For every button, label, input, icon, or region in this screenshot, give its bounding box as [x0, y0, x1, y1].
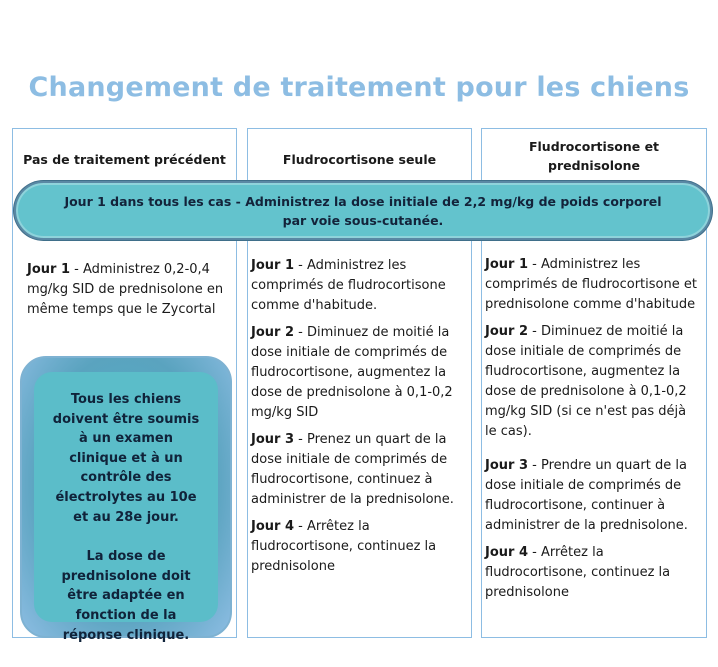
column-heading: Fludrocortisone seule — [282, 151, 437, 167]
step-item — [251, 256, 465, 316]
step-day: Jour 4 — [485, 545, 529, 560]
step-text: - Arrêtez la fludrocortisone, continuez la prednisolone — [485, 545, 671, 600]
step-item — [251, 323, 465, 423]
step-day: Jour 1 — [485, 257, 529, 272]
column-body — [248, 256, 471, 584]
step-day: Jour 4 — [251, 519, 295, 534]
column-body — [482, 255, 706, 610]
callout-panel — [34, 372, 218, 643]
column-heading: Fludrocortisone et prednisolone — [528, 139, 660, 173]
step-item — [485, 255, 700, 315]
step-text: - Diminuez de moitié la dose initiale de comprimés de fludrocortisone, augmentez la dose de prednisolone à 0,1-0,2 mg/kg SID (si ce n'est pas déjà le cas). — [485, 324, 687, 439]
step-day: Jour 1 — [251, 258, 295, 273]
step-text: - Administrez les comprimés de fludrocortisone et prednisolone comme d'habitude — [485, 257, 697, 312]
page-title: Changement de traitement pour les chiens — [28, 72, 690, 103]
step-day: Jour 3 — [251, 432, 295, 447]
column-body — [13, 260, 236, 327]
callout-paragraph-exam: Tous les chiens doivent être soumis à un examen clinique et à un contrôle des électrolytes au 10e et au 28e jour. — [52, 392, 200, 525]
step-text: - Prenez un quart de la dose initiale de comprimés de fludrocortisone, continuez à administrer de la prednisolone. — [251, 432, 454, 507]
step-day: Jour 3 — [485, 458, 529, 473]
day-one-banner: Jour 1 dans tous les cas - Administrez la dose initiale de 2,2 mg/kg de poids corporel par voie sous-cutanée. — [14, 181, 712, 240]
step-text: - Diminuez de moitié la dose initiale de comprimés de fludrocortisone, augmentez la dose de prednisolone à 0,1-0,2 mg/kg SID — [251, 325, 453, 420]
step-day: Jour 1 — [27, 262, 71, 277]
callout-paragraph-dose: La dose de prednisolone doit être adaptée en fonction de la réponse clinique. — [61, 549, 191, 643]
step-item — [27, 260, 228, 320]
step-day: Jour 2 — [485, 324, 529, 339]
column-heading: Pas de traitement précédent — [23, 151, 226, 167]
step-item — [485, 322, 700, 442]
step-text: - Administrez 0,2-0,4 mg/kg SID de prednisolone en même temps que le Zycortal — [27, 262, 224, 317]
step-text: - Administrez les comprimés de fludrocortisone comme d'habitude. — [251, 258, 446, 313]
step-day: Jour 2 — [251, 325, 295, 340]
monitoring-callout — [20, 356, 232, 643]
step-item — [485, 543, 700, 603]
step-item — [251, 517, 465, 577]
step-text: - Arrêtez la fludrocortisone, continuez la prednisolone — [251, 519, 437, 574]
step-item — [485, 456, 700, 536]
step-text: - Prendre un quart de la dose initiale de comprimés de fludrocortisone, continuer à administrer de la prednisolone. — [485, 458, 688, 533]
step-item — [251, 430, 465, 510]
